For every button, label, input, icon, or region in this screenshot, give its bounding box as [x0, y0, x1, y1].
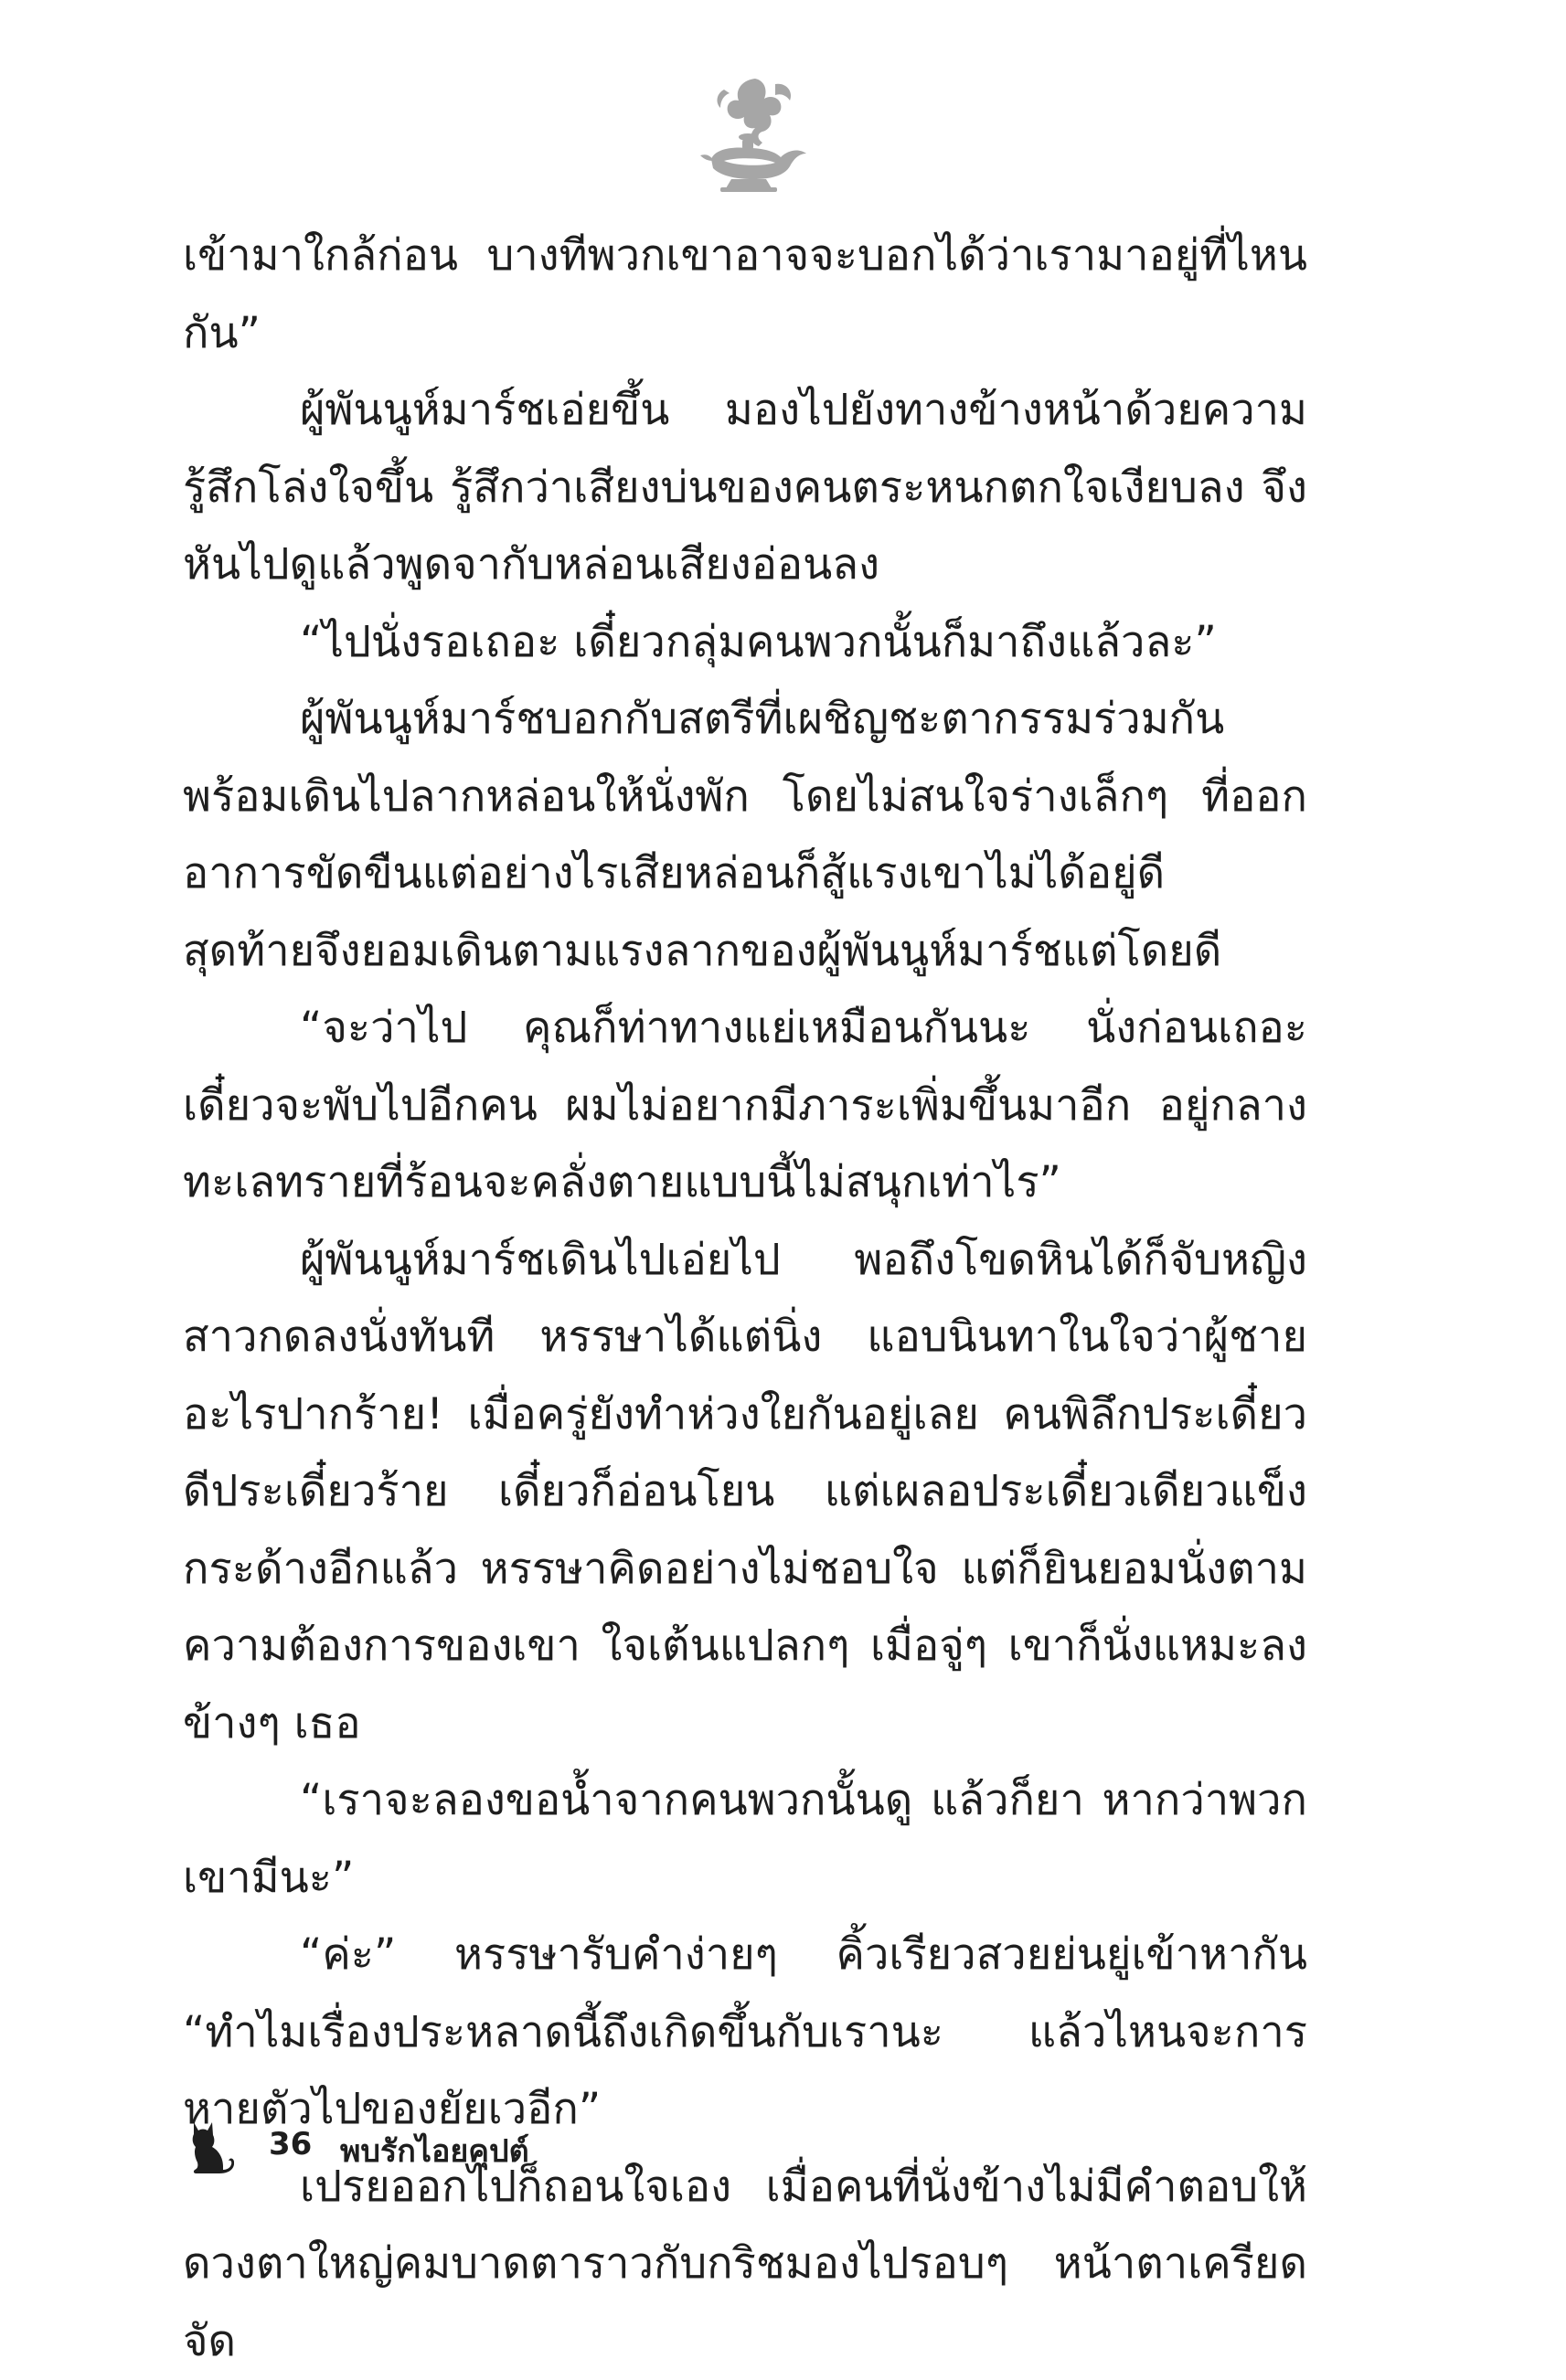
genie-lamp-with-cupid-icon: [684, 71, 812, 195]
paragraph: “ไปนั่งรอเถอะ เดี๋ยวกลุ่มคนพวกนั้นก็มาถึงแล้วละ”: [183, 604, 1307, 682]
paragraph: ผู้พันนูห์มาร์ชเดินไปเอ่ยไป พอถึงโขดหินได้ก็จับหญิงสาวกดลงนั่งทันที หรรษาได้แต่นิ่ง แอบนินทาในใจว่าผู้ชายอะไรปากร้าย! เมื่อครู่ยังทำห่วงใยกันอยู่เลย คนพิลึกประเดี๋ยวดีประเดี๋ยวร้าย เดี๋ยวก็อ่อนโยน แต่เผลอประเดี๋ยวเดียวแข็งกระด้างอีกแล้ว หรรษาคิดอย่างไม่ชอบใจ แต่ก็ยินยอมนั่งตามความต้องการของเขา ใจเต้นแปลกๆ เมื่อจู่ๆ เขาก็นั่งแหมะลงข้างๆ เธอ: [183, 1222, 1307, 1763]
page-number: 36: [269, 2126, 312, 2162]
paragraph: ผู้พันนูห์มาร์ชบอกกับสตรีที่เผชิญชะตากรรมร่วมกัน พร้อมเดินไปลากหล่อนให้นั่งพัก โดยไม่สนใจร่างเล็กๆ ที่ออกอาการขัดขืนแต่อย่างไรเสียหล่อนก็สู้แรงเขาไม่ได้อยู่ดี สุดท้ายจึงยอมเดินตามแรงลากของผู้พันนูห์มาร์ชแต่โดยดี: [183, 681, 1307, 990]
paragraph-continuation: เข้ามาใกล้ก่อน บางทีพวกเขาอาจจะบอกได้ว่าเรามาอยู่ที่ไหนกัน”: [183, 218, 1307, 372]
paragraph: “ค่ะ” หรรษารับคำง่ายๆ คิ้วเรียวสวยย่นยู่เข้าหากัน “ทำไมเรื่องประหลาดนี้ถึงเกิดขึ้นกับเรานะ แล้วไหนจะการหายตัวไปของยัยเวอีก”: [183, 1917, 1307, 2149]
paragraph: “เราจะลองขอน้ำจากคนพวกนั้นดู แล้วก็ยา หากว่าพวกเขามีนะ”: [183, 1762, 1307, 1917]
body-text: [183, 218, 1307, 2380]
book-title: พบรักไอยคุปต์: [340, 2126, 529, 2175]
paragraph: เปรยออกไปก็ถอนใจเอง เมื่อคนที่นั่งข้างไม่มีคำตอบให้ดวงตาใหญ่คมบาดตาราวกับกริชมองไปรอบๆ หน้าตาเครียดจัด: [183, 2149, 1307, 2380]
paragraph: “จะว่าไป คุณก็ท่าทางแย่เหมือนกันนะ นั่งก่อนเถอะ เดี๋ยวจะพับไปอีกคน ผมไม่อยากมีภาระเพิ่มขึ้นมาอีก อยู่กลางทะเลทรายที่ร้อนจะคลั่งตายแบบนี้ไม่สนุกเท่าไร”: [183, 990, 1307, 1222]
cat-icon: [185, 2119, 234, 2173]
paragraph: ผู้พันนูห์มาร์ชเอ่ยขึ้น มองไปยังทางข้างหน้าด้วยความรู้สึกโล่งใจขึ้น รู้สึกว่าเสียงบ่นของคนตระหนกตกใจเงียบลง จึงหันไปดูแล้วพูดจากับหล่อนเสียงอ่อนลง: [183, 372, 1307, 604]
